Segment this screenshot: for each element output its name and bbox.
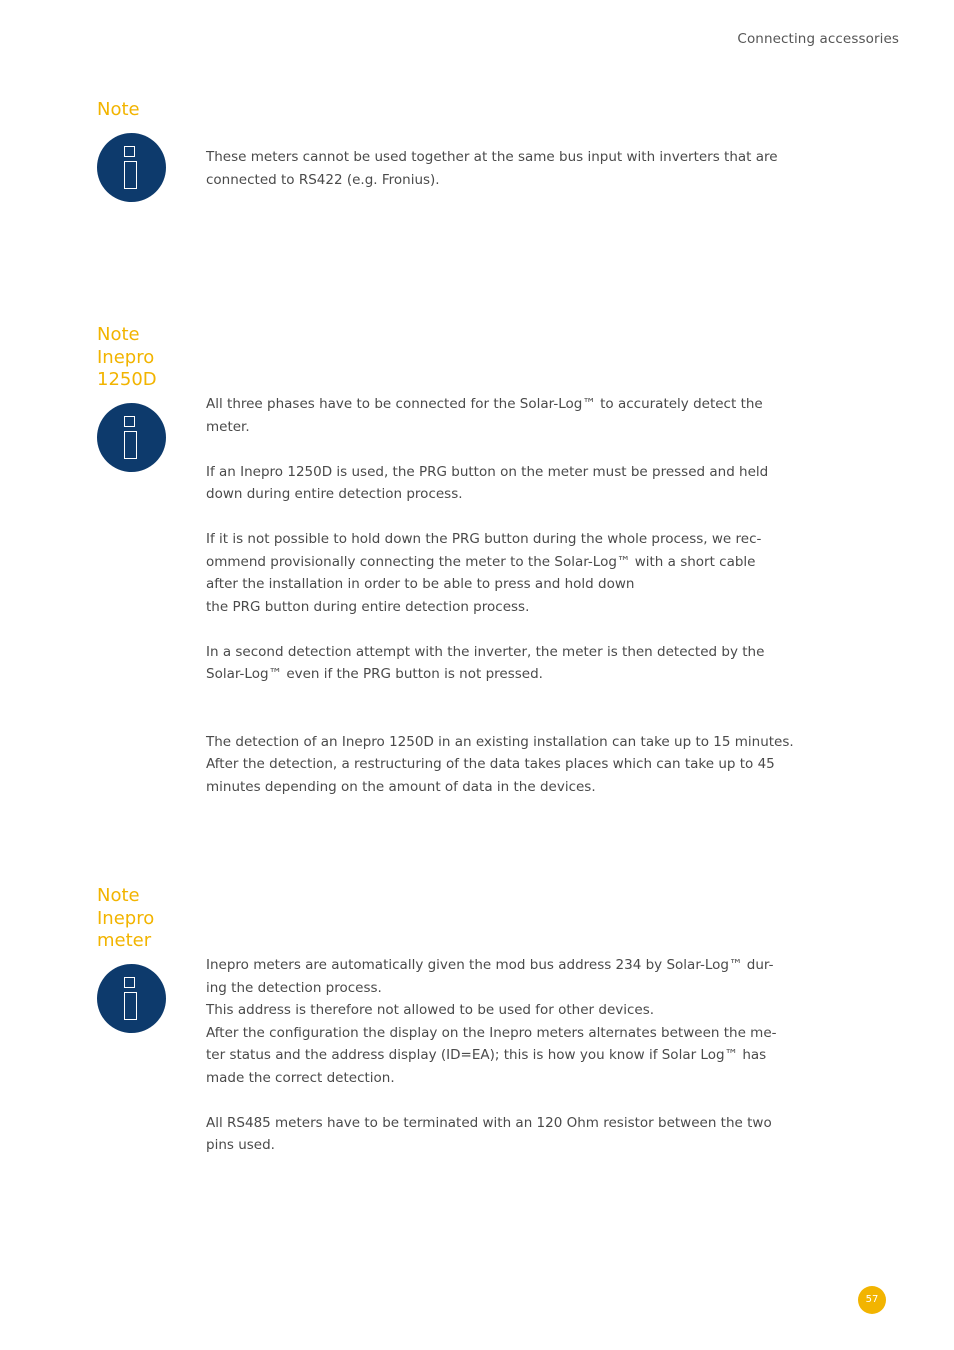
text-line: pins used. — [206, 1137, 275, 1153]
text-line: minutes depending on the amount of data in the devices. — [206, 778, 596, 795]
info-icon — [97, 403, 166, 472]
note-title-line: 1250D — [97, 369, 157, 390]
paragraph — [206, 146, 826, 191]
note-title-line: Note — [97, 324, 140, 345]
text-line: ter status and the address display (ID=EA); this is how you know if Solar Log™ has — [206, 1047, 767, 1063]
text-line: connected to RS422 (e.g. Fronius). — [206, 171, 440, 188]
paragraph — [206, 461, 826, 506]
note-title — [97, 324, 157, 392]
text-line: The detection of an Inepro 1250D in an existing installation can take up to 15 minutes. — [206, 733, 794, 750]
note-title-line: Inepro — [97, 346, 155, 368]
note-title-line: Inepro — [97, 907, 155, 929]
text-line: These meters cannot be used together at the same bus input with inverters that are — [206, 149, 778, 165]
paragraph — [206, 641, 826, 686]
text-line: All three phases have to be connected for the Solar-Log™ to accurately detect the — [206, 396, 763, 412]
text-line: down during entire detection process. — [206, 486, 463, 502]
header-section-title: Connecting accessories — [737, 31, 899, 47]
note-title — [97, 885, 154, 953]
page-number: 57 — [858, 1286, 886, 1314]
text-line: ing the detection process. — [206, 979, 382, 996]
info-icon — [97, 964, 166, 1033]
text-line: ommend provisionally connecting the meter to the Solar-Log™ with a short cable — [206, 553, 756, 570]
text-line: All RS485 meters have to be terminated with an 120 Ohm resistor between the two — [206, 1114, 772, 1131]
note-body — [206, 954, 826, 1157]
text-line: Inepro meters are automatically given the mod bus address 234 by Solar-Log™ dur- — [206, 957, 774, 973]
paragraph — [206, 954, 826, 1089]
text-line: This address is therefore not allowed to be used for other devices. — [206, 1002, 655, 1018]
note-body — [206, 146, 826, 191]
text-line: In a second detection attempt with the inverter, the meter is then detected by the — [206, 643, 765, 660]
text-line: the PRG button during entire detection process. — [206, 598, 530, 615]
text-line: Solar-Log™ even if the PRG button is not pressed. — [206, 666, 543, 682]
info-icon — [97, 133, 166, 202]
paragraph — [206, 528, 826, 618]
paragraph — [206, 1112, 826, 1157]
paragraph — [206, 731, 826, 799]
paragraph — [206, 393, 826, 438]
note-title-line: Note — [97, 885, 140, 906]
text-line: If it is not possible to hold down the PRG button during the whole process, we rec- — [206, 531, 762, 547]
note-title-line: meter — [97, 930, 152, 951]
text-line: If an Inepro 1250D is used, the PRG button on the meter must be pressed and held — [206, 463, 769, 480]
note-title: Note — [97, 99, 140, 120]
text-line: meter. — [206, 418, 250, 435]
note-body — [206, 393, 826, 798]
text-line: after the installation in order to be able to press and hold down — [206, 576, 635, 592]
text-line: After the detection, a restructuring of the data takes places which can take up to 45 — [206, 756, 775, 772]
text-line: After the configuration the display on the Inepro meters alternates between the me- — [206, 1024, 777, 1041]
text-line: made the correct detection. — [206, 1069, 395, 1086]
